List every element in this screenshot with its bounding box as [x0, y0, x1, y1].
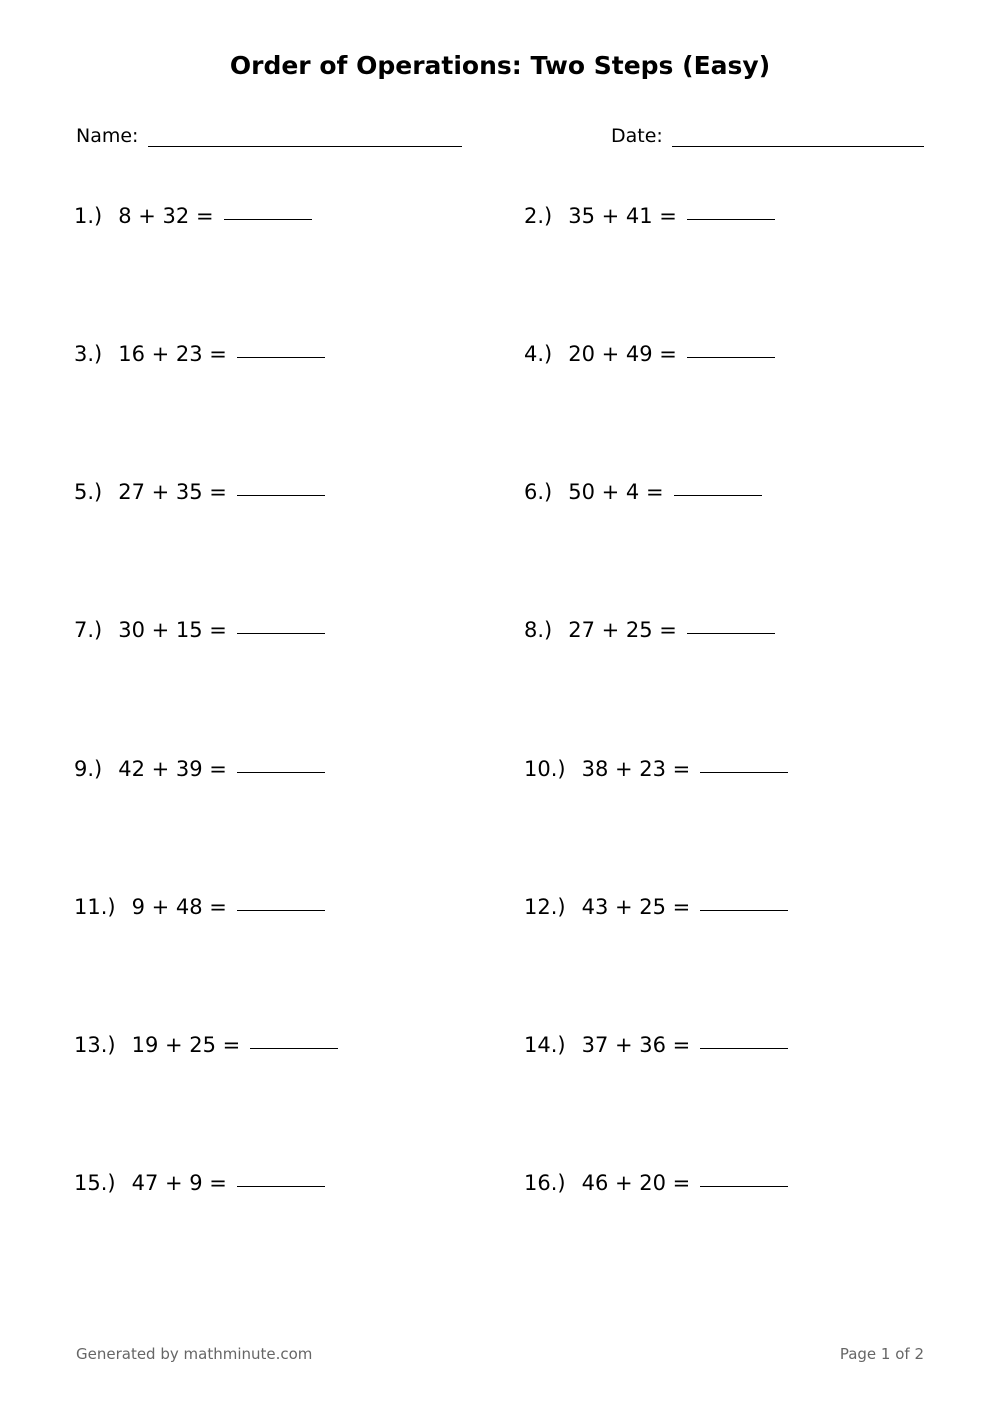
problem-expression: 16 + 23 = — [118, 342, 227, 366]
problem-8 — [524, 615, 775, 645]
date-field[interactable] — [611, 122, 663, 150]
problem-expression: 38 + 23 = — [581, 757, 691, 781]
problem-expression: 50 + 4 = — [568, 480, 664, 504]
answer-blank[interactable] — [237, 357, 325, 358]
answer-blank[interactable] — [237, 772, 325, 773]
name-blank-line[interactable] — [148, 146, 462, 147]
problem-expression: 9 + 48 = — [131, 895, 227, 919]
answer-blank[interactable] — [674, 495, 762, 496]
answer-blank[interactable] — [237, 1186, 325, 1187]
problem-expression: 20 + 49 = — [568, 342, 677, 366]
problem-2 — [524, 201, 775, 231]
problem-13 — [74, 1030, 338, 1060]
problem-expression: 19 + 25 = — [131, 1033, 241, 1057]
problem-number: 13.) — [74, 1033, 116, 1057]
problem-number: 16.) — [524, 1171, 566, 1195]
problem-number: 3.) — [74, 342, 103, 366]
date-label: Date: — [611, 125, 663, 147]
answer-blank[interactable] — [700, 1186, 788, 1187]
problem-number: 11.) — [74, 895, 116, 919]
problem-number: 5.) — [74, 480, 103, 504]
answer-blank[interactable] — [700, 1048, 788, 1049]
problem-16 — [524, 1168, 788, 1198]
problem-expression: 47 + 9 = — [131, 1171, 227, 1195]
problem-number: 15.) — [74, 1171, 116, 1195]
problem-11 — [74, 892, 325, 922]
problem-number: 1.) — [74, 204, 103, 228]
generated-by-footer: Generated by mathminute.com — [76, 1345, 313, 1363]
problem-12 — [524, 892, 788, 922]
answer-blank[interactable] — [250, 1048, 338, 1049]
problem-15 — [74, 1168, 325, 1198]
problem-number: 9.) — [74, 757, 103, 781]
problem-10 — [524, 754, 788, 784]
problem-5 — [74, 477, 325, 507]
problem-expression: 37 + 36 = — [581, 1033, 691, 1057]
page-title: Order of Operations: Two Steps (Easy) — [229, 51, 771, 80]
problem-number: 4.) — [524, 342, 553, 366]
problem-expression: 27 + 35 = — [118, 480, 227, 504]
name-label: Name: — [76, 125, 139, 147]
problem-number: 12.) — [524, 895, 566, 919]
problem-expression: 30 + 15 = — [118, 618, 227, 642]
answer-blank[interactable] — [224, 219, 312, 220]
problem-number: 2.) — [524, 204, 553, 228]
problem-number: 10.) — [524, 757, 566, 781]
problem-expression: 27 + 25 = — [568, 618, 677, 642]
problem-4 — [524, 339, 775, 369]
page-number-footer: Page 1 of 2 — [839, 1345, 924, 1363]
answer-blank[interactable] — [687, 633, 775, 634]
problem-3 — [74, 339, 325, 369]
answer-blank[interactable] — [237, 633, 325, 634]
answer-blank[interactable] — [237, 910, 325, 911]
answer-blank[interactable] — [700, 910, 788, 911]
problem-number: 6.) — [524, 480, 553, 504]
problem-expression: 42 + 39 = — [118, 757, 227, 781]
answer-blank[interactable] — [700, 772, 788, 773]
problem-number: 8.) — [524, 618, 553, 642]
answer-blank[interactable] — [687, 357, 775, 358]
problem-number: 7.) — [74, 618, 103, 642]
problem-number: 14.) — [524, 1033, 566, 1057]
answer-blank[interactable] — [237, 495, 325, 496]
problem-1 — [74, 201, 312, 231]
date-blank-line[interactable] — [672, 146, 924, 147]
problem-expression: 35 + 41 = — [568, 204, 677, 228]
problem-14 — [524, 1030, 788, 1060]
problem-expression: 8 + 32 = — [118, 204, 214, 228]
problem-expression: 46 + 20 = — [581, 1171, 691, 1195]
problem-6 — [524, 477, 762, 507]
answer-blank[interactable] — [687, 219, 775, 220]
name-field[interactable] — [76, 122, 138, 150]
problem-expression: 43 + 25 = — [581, 895, 691, 919]
problem-9 — [74, 754, 325, 784]
problem-7 — [74, 615, 325, 645]
